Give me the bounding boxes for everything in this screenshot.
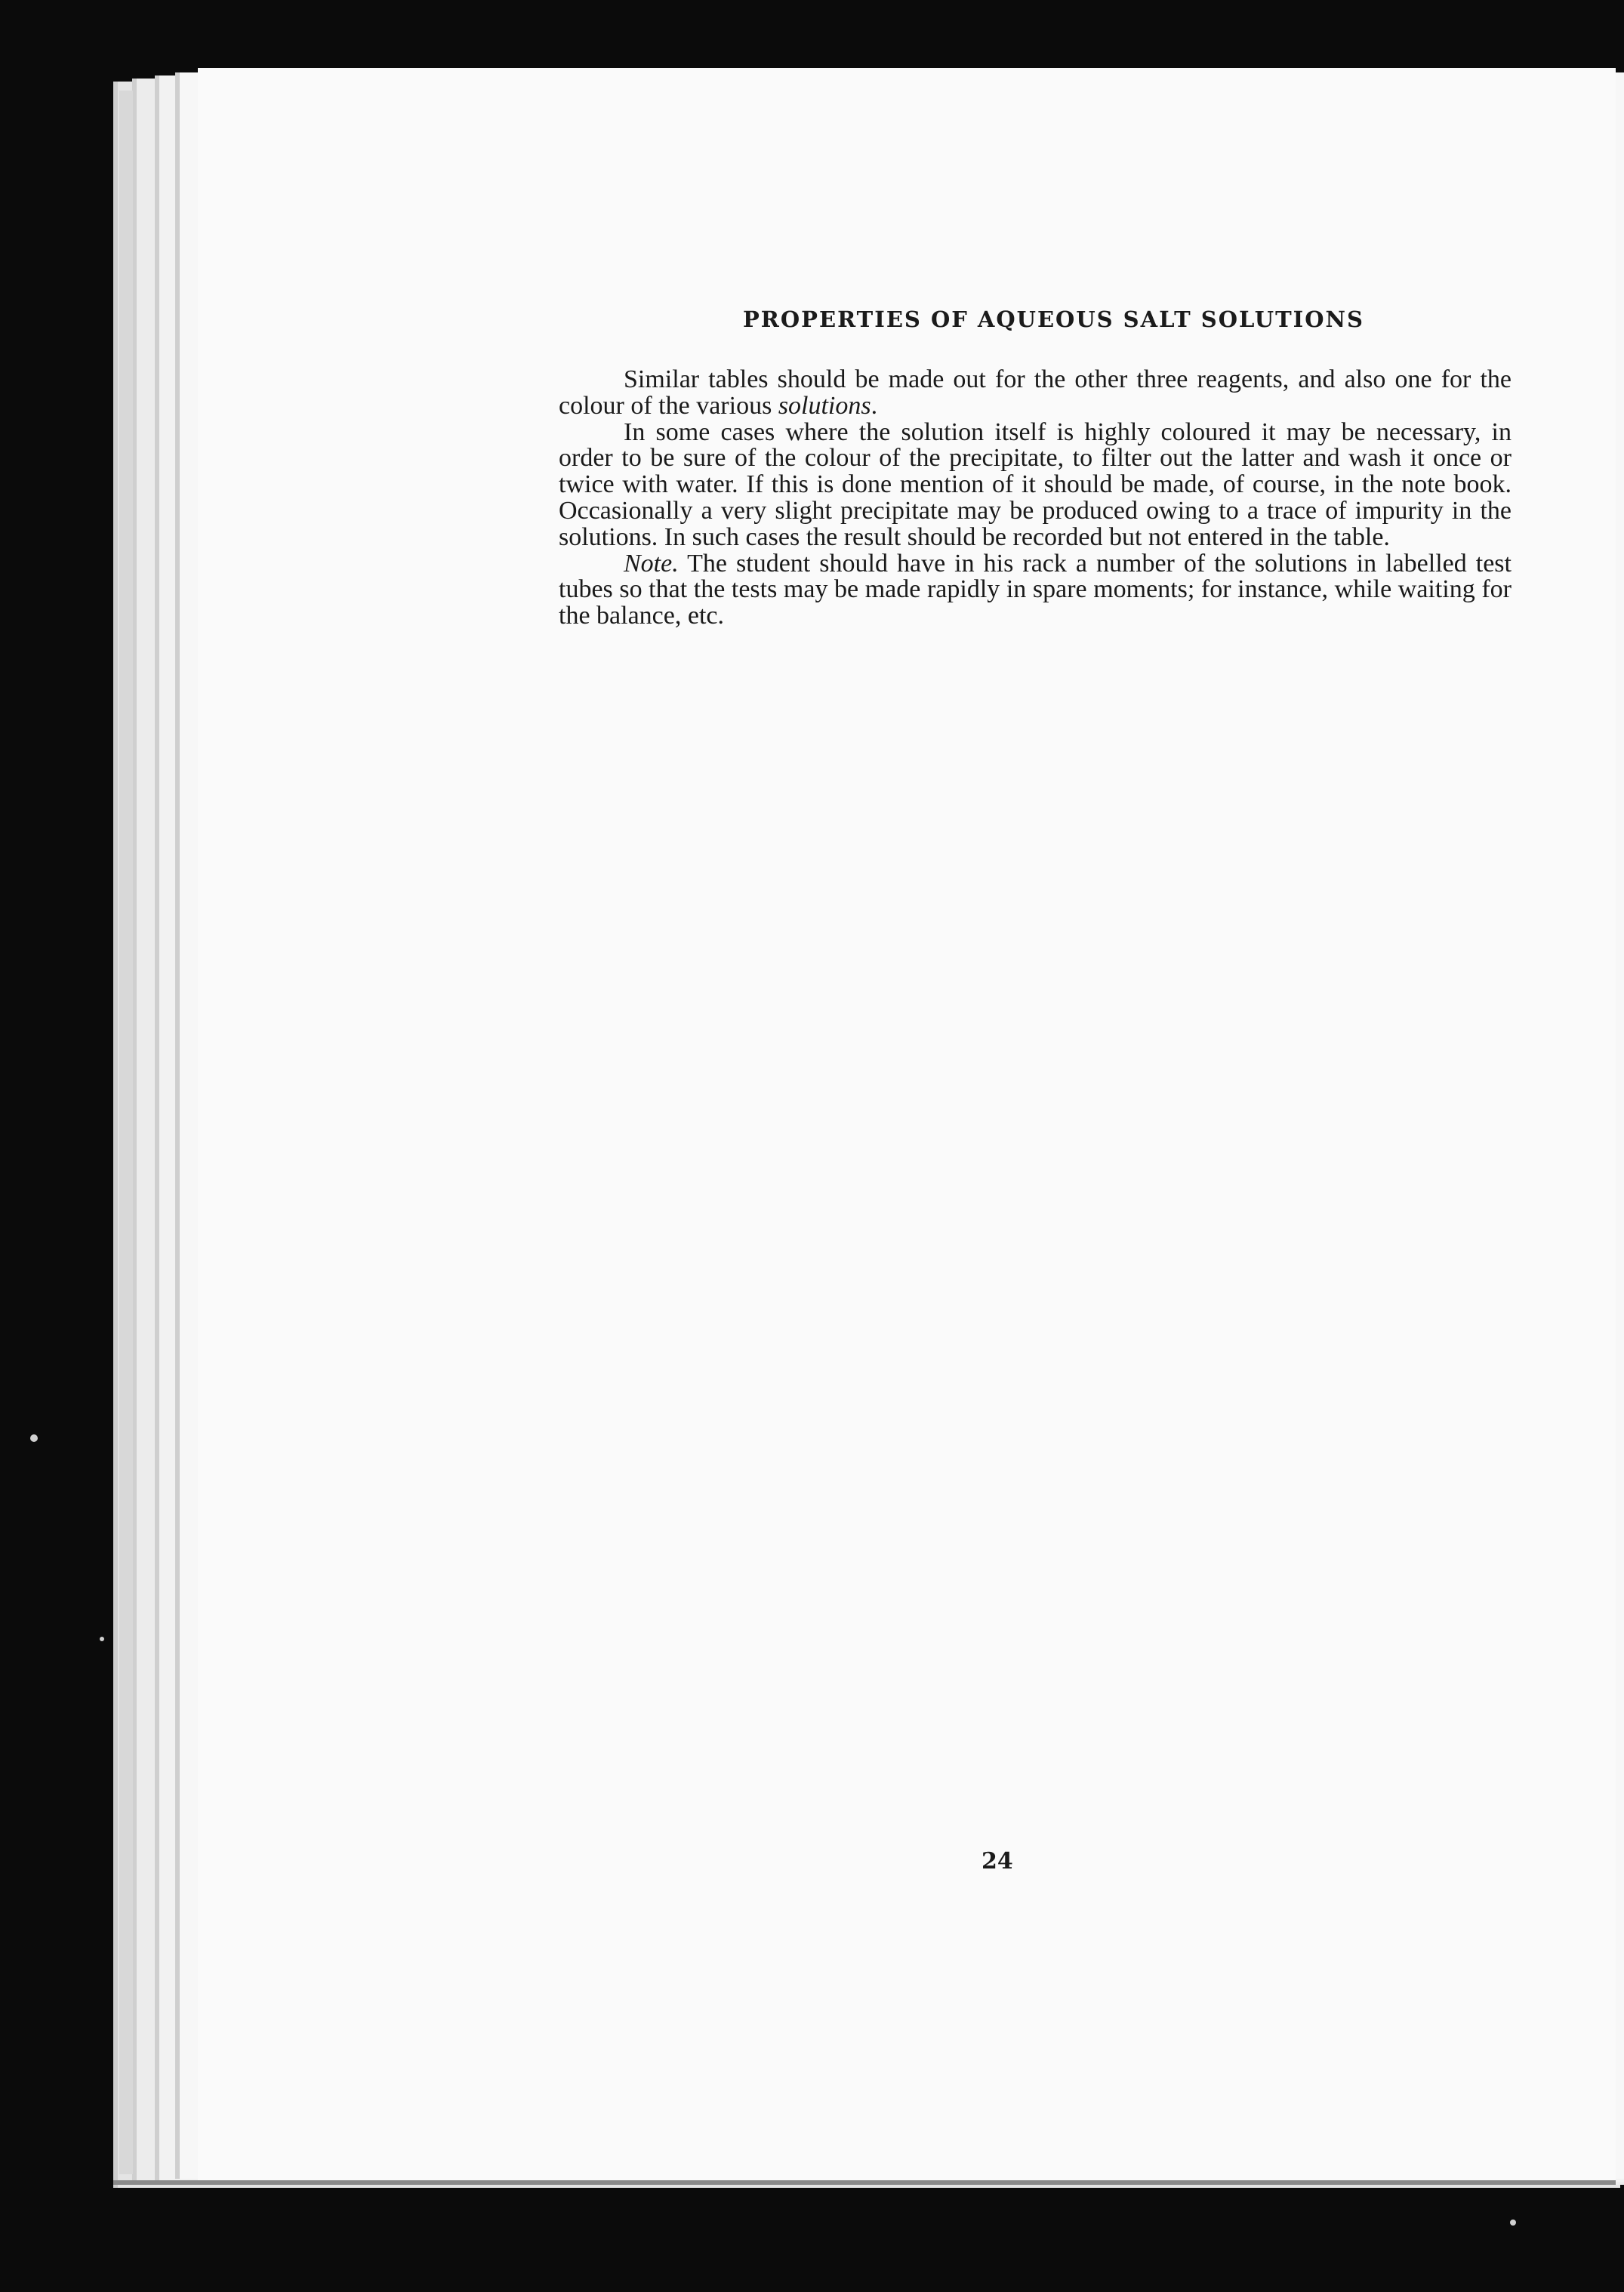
body-text (559, 367, 1512, 630)
note-paragraph (559, 551, 1512, 630)
scan-speck (100, 1637, 104, 1641)
page-number: 24 (981, 1848, 1013, 1875)
scan-speck (30, 1434, 38, 1442)
paragraph-text: The student should have in his rack a number of the solutions in labelled test tubes so that the tests may be made rapidly in spare moments; for instance, while waiting for the balance, etc. (559, 549, 1512, 630)
italic-word: solutions (778, 391, 871, 420)
paragraph-text: Similar tables should be made out for the other three reagents, and also one for the colour of the various (559, 365, 1512, 420)
paragraph: In some cases where the solution itself is highly coloured it may be necessary, in order to be sure of the colour of the precipitate, to filter out the latter and wash it once or twice with water. If this is done mention of it should be made, of course, in the note book. Occasionally a very slight precipitate may be produced owing to a trace of impurity in the solutions. In such cases the result should be recorded but not entered in the table. (559, 417, 1512, 551)
running-head: PROPERTIES OF AQUEOUS SALT SOLUTIONS (743, 307, 1364, 332)
paragraph (559, 367, 1512, 420)
binding-edge (119, 91, 133, 2174)
note-label: Note. (624, 549, 679, 578)
page-bottom-edge (113, 2180, 1616, 2185)
paragraph-text: . (871, 391, 878, 420)
scan-speck (1510, 2220, 1516, 2226)
